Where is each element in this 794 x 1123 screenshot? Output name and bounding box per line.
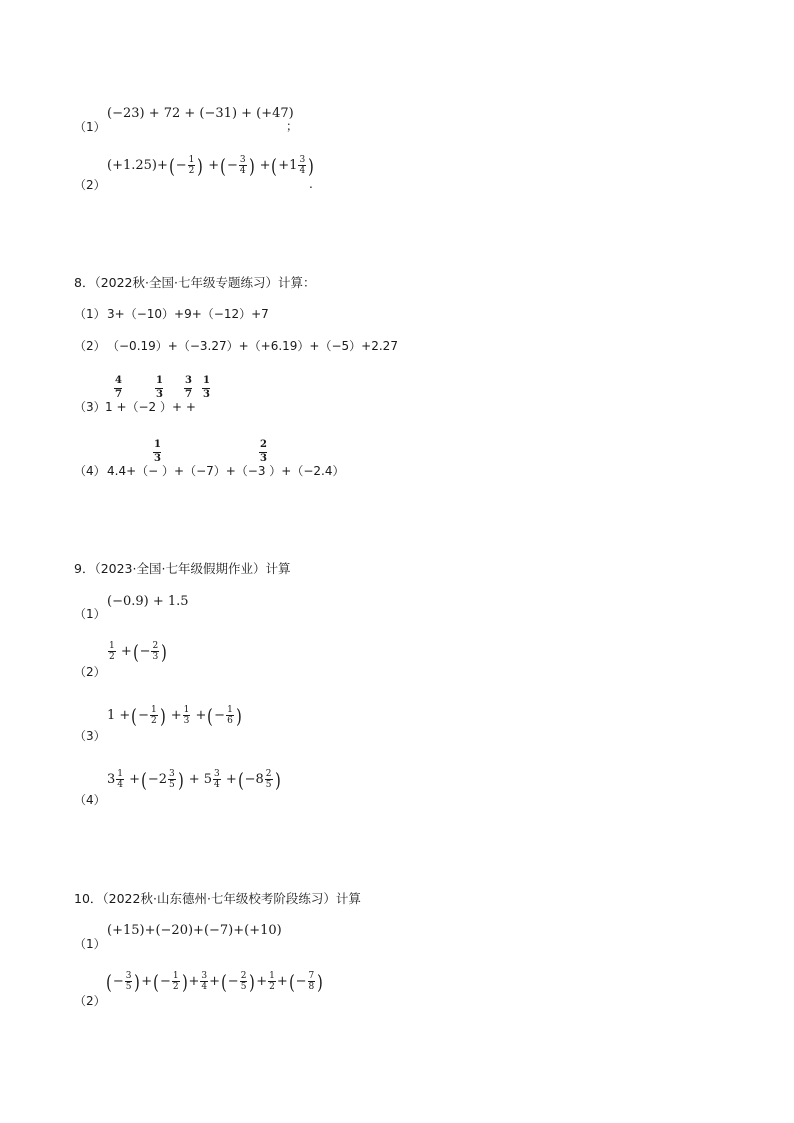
math-expression: 3+（−10）+9+（−12）+7 xyxy=(107,307,269,321)
item-label: （1） xyxy=(74,120,106,134)
item-label: （2） xyxy=(74,665,106,679)
math-expression: (+15)+(−20)+(−7)+(+10) xyxy=(107,923,282,938)
item-label: （4） xyxy=(74,793,106,807)
item-label: （1） xyxy=(74,937,106,951)
item-label: （2） xyxy=(74,339,106,353)
math-expression: 4.4+（− ）+（−7）+（−3 ）+（−2.4） xyxy=(107,464,345,478)
math-expression: $\frac{1}{2}$ + ( − $\frac{2}{3}$ ) xyxy=(109,639,168,664)
item-label: （2） xyxy=(74,178,106,192)
problem-heading: 9．（2023·全国·七年级假期作业）计算 xyxy=(74,561,291,576)
item-label: （1） xyxy=(74,307,106,321)
math-expression: （−0.19）+（−3.27）+（+6.19）+（−5）+2.27 xyxy=(107,339,398,353)
item-label: （2） xyxy=(74,994,106,1008)
math-expression: 1 +（−2 ）+ + xyxy=(105,400,196,414)
math-expression: (−23) + 72 + (−31) + (+47) xyxy=(107,106,294,121)
math-expression: ( − $\frac{3}{5}$ ) + ( − $\frac{1}{2}$ ) + $\frac{3}{4}$ + ( − $\frac{2}{5}$ ) + $\frac{1}{2}$ + ( − $\frac{7}{8}$ ) xyxy=(105,969,324,994)
math-expression: (+1.25)+ ( − $\frac{1}{2}$ ) + ( − $\frac{3}{4}$ ) + ( +1 $\frac{3}{4}$ ) xyxy=(107,153,315,178)
math-expression: 3 $\frac{1}{4}$ + ( −2 $\frac{3}{5}$ ) + 5 $\frac{3}{4}$ + ( −8 $\frac{2}{5}$ ) xyxy=(107,767,281,792)
math-expression: 1 + ( − $\frac{1}{2}$ ) + $\frac{1}{3}$ + ( − $\frac{1}{6}$ ) xyxy=(107,703,242,728)
item-label: （1） xyxy=(74,607,106,621)
item-label: （3） xyxy=(74,729,106,743)
item-label: （4） xyxy=(74,464,106,478)
item-label: （3） xyxy=(74,400,106,414)
problem-heading: 10．（2022秋·山东德州·七年级校考阶段练习）计算 xyxy=(74,891,361,906)
punctuation: ； xyxy=(286,119,299,133)
punctuation: . xyxy=(309,177,313,191)
problem-heading: 8．（2022秋·全国·七年级专题练习）计算： xyxy=(74,275,316,290)
math-expression: (−0.9) + 1.5 xyxy=(107,594,189,609)
